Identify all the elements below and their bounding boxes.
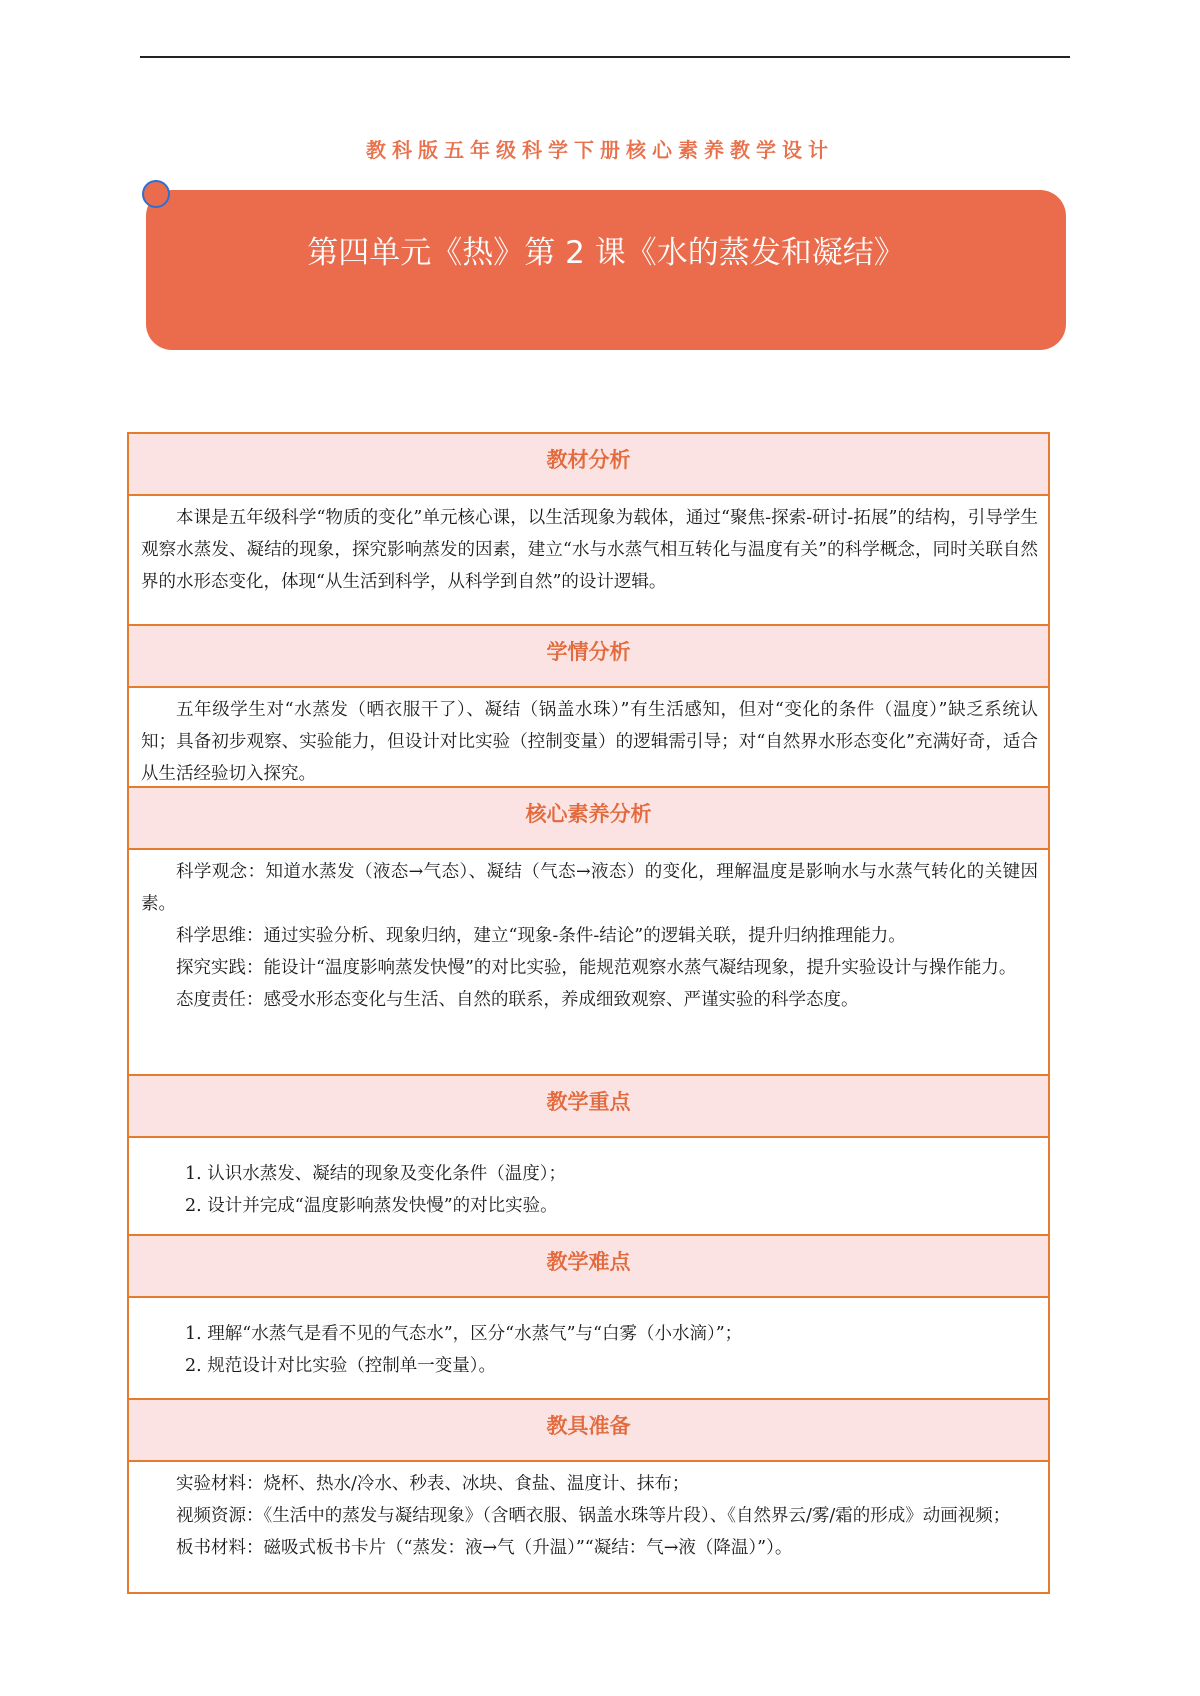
series-title: 教科版五年级科学下册核心素养教学设计 (366, 138, 834, 162)
section-heading-materials-prep: 教具准备 (129, 1400, 1048, 1462)
section-body-difficulties (129, 1298, 1048, 1400)
section-body-materials-prep (129, 1462, 1048, 1592)
section-heading-difficulties: 教学难点 (129, 1236, 1048, 1298)
lesson-title-banner (146, 190, 1066, 350)
paragraph: 科学观念：知道水蒸发（液态→气态）、凝结（气态→液态）的变化，理解温度是影响水与水蒸气转化的关键因素。 (141, 862, 1038, 914)
top-rule (140, 56, 1070, 58)
section-body-core-literacy (129, 850, 1048, 1076)
paragraph: 视频资源：《生活中的蒸发与凝结现象》（含晒衣服、锅盖水珠等片段）、《自然界云/雾/霜的形成》动画视频； (176, 1506, 1011, 1526)
section-body-key-points (129, 1138, 1048, 1236)
section-body-material (129, 496, 1048, 626)
paragraph: 本课是五年级科学“物质的变化”单元核心课，以生活现象为载体，通过“聚焦-探索-研讨-拓展”的结构，引导学生观察水蒸发、凝结的现象，探究影响蒸发的因素，建立“水与水蒸气相互转化与温度有关”的科学概念，同时关联自然界的水形态变化，体现“从生活到科学，从科学到自然”的设计逻辑。 (141, 508, 1038, 592)
paragraph: 板书材料：磁吸式板书卡片（“蒸发：液→气（升温）”“凝结：气→液（降温）”）。 (176, 1538, 793, 1558)
section-heading-core-literacy: 核心素养分析 (129, 788, 1048, 850)
paragraph: 态度责任：感受水形态变化与生活、自然的联系，养成细致观察、严谨实验的科学态度。 (176, 990, 859, 1010)
paragraph: 五年级学生对“水蒸发（晒衣服干了）、凝结（锅盖水珠）”有生活感知，但对“变化的条件（温度）”缺乏系统认知；具备初步观察、实验能力，但设计对比实验（控制变量）的逻辑需引导；对“自然界水形态变化”充满好奇，适合从生活经验切入探究。 (141, 700, 1038, 784)
section-body-student (129, 688, 1048, 788)
list-item: 2. 规范设计对比实验（控制单一变量）。 (185, 1356, 497, 1376)
banner-dot-decoration (142, 180, 170, 208)
lesson-title: 第四单元《热》第 2 课《水的蒸发和凝结》 (307, 234, 905, 271)
section-heading-key-points: 教学重点 (129, 1076, 1048, 1138)
list-item: 1. 认识水蒸发、凝结的现象及变化条件（温度）； (185, 1164, 567, 1184)
section-heading-student: 学情分析 (129, 626, 1048, 688)
paragraph: 实验材料：烧杯、热水/冷水、秒表、冰块、食盐、温度计、抹布； (176, 1474, 690, 1494)
lesson-plan-table (127, 432, 1050, 1594)
paragraph: 探究实践：能设计“温度影响蒸发快慢”的对比实验，能规范观察水蒸气凝结现象，提升实验设计与操作能力。 (176, 958, 1017, 978)
list-item: 1. 理解“水蒸气是看不见的气态水”，区分“水蒸气”与“白雾（小水滴）”； (185, 1324, 743, 1344)
paragraph: 科学思维：通过实验分析、现象归纳，建立“现象-条件-结论”的逻辑关联，提升归纳推理能力。 (176, 926, 906, 946)
list-item: 2. 设计并完成“温度影响蒸发快慢”的对比实验。 (185, 1196, 558, 1216)
section-heading-material: 教材分析 (129, 434, 1048, 496)
